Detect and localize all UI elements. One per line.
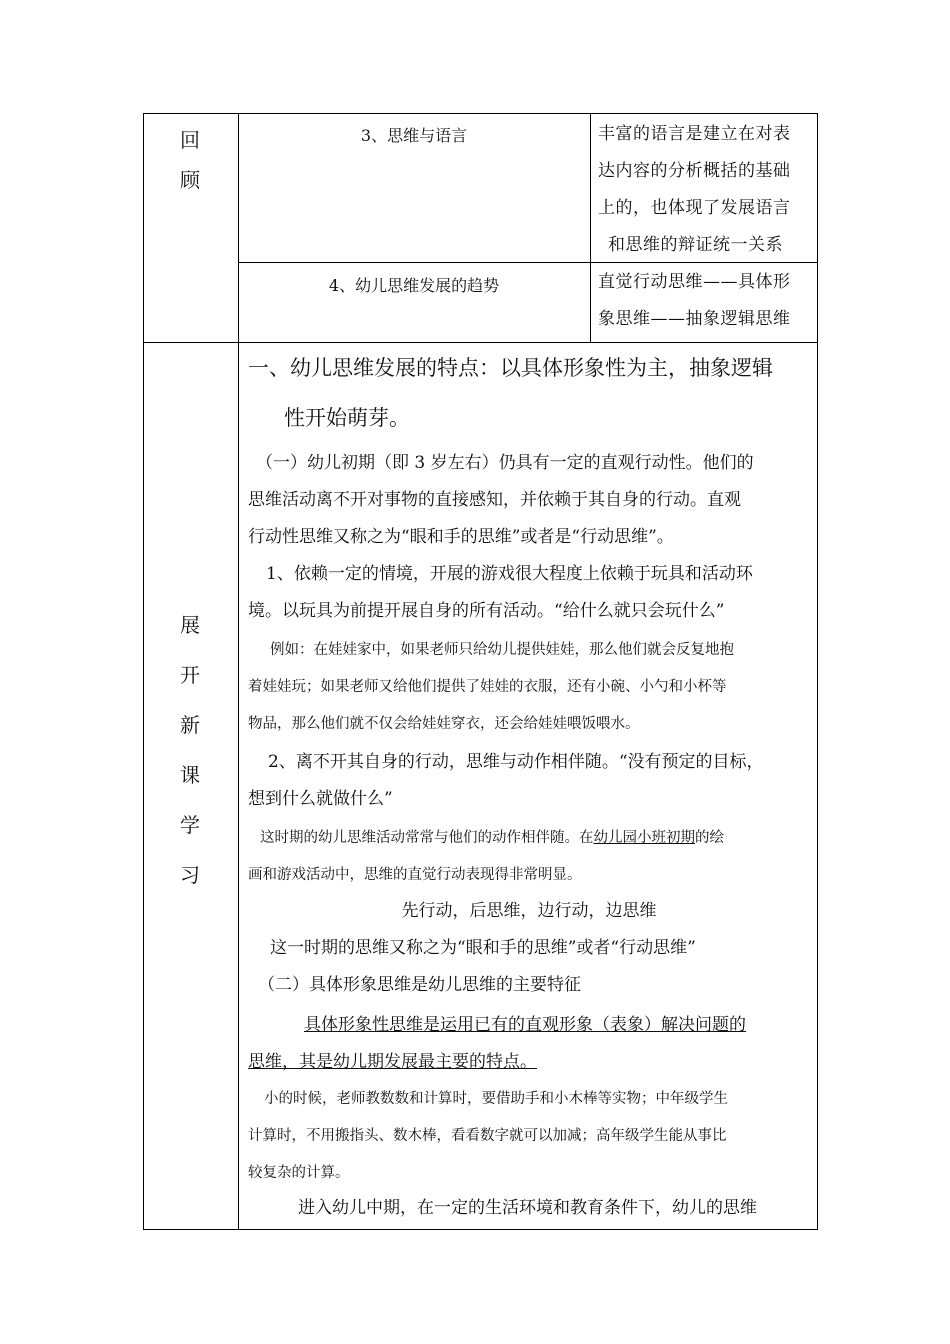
note-line: 直觉行动思维——具体形 bbox=[598, 272, 791, 292]
review-label-char: 回 bbox=[180, 128, 200, 152]
example-line: 物品，那么他们就不仅会给娃娃穿衣，还会给娃娃喂饭喂水。 bbox=[248, 716, 640, 732]
underlined-term: 幼儿园小班初期 bbox=[593, 830, 695, 846]
paragraph-line: 2、离不开其自身的行动，思维与动作相伴随。“没有预定的目标， bbox=[268, 752, 764, 772]
lesson-label-char: 新 bbox=[180, 713, 200, 737]
underlined-definition: 思维，其是幼儿期发展最主要的特点。 bbox=[248, 1052, 537, 1072]
paragraph-point-2 bbox=[248, 744, 810, 818]
review-topic-1: 3、思维与语言 bbox=[360, 126, 468, 145]
paragraph-stage-name: 这一时期的思维又称之为“眼和手的思维”或者“行动思维” bbox=[270, 938, 696, 958]
example-text: 的绘 bbox=[695, 830, 724, 846]
note-line: 达内容的分析概括的基础 bbox=[598, 161, 791, 181]
heading-line: 一、幼儿思维发展的特点：以具体形象性为主，抽象逻辑 bbox=[248, 356, 773, 380]
underlined-definition: 具体形象性思维是运用已有的直观形象（表象）解决问题的 bbox=[304, 1015, 746, 1035]
definition-line bbox=[248, 1007, 810, 1044]
subsection-heading-2: （二）具体形象思维是幼儿思维的主要特征 bbox=[258, 975, 581, 995]
note-line: 和思维的辩证统一关系 bbox=[608, 235, 783, 255]
section-heading bbox=[248, 343, 810, 443]
note-line: 上的，也体现了发展语言 bbox=[598, 198, 791, 218]
example-line: 例如：在娃娃家中，如果老师只给幼儿提供娃娃，那么他们就会反复地抱 bbox=[270, 642, 734, 658]
note-line: 丰富的语言是建立在对表 bbox=[598, 124, 791, 144]
heading-line: 性开始萌芽。 bbox=[284, 406, 410, 430]
example-1 bbox=[248, 632, 810, 743]
paragraph-line: （一）幼儿初期（即 3 岁左右）仍具有一定的直观行动性。他们的 bbox=[256, 453, 754, 473]
paragraph-line: 思维活动离不开对事物的直接感知，并依赖于其自身的行动。直观 bbox=[248, 490, 741, 510]
center-slogan: 先行动，后思维，边行动，边思维 bbox=[401, 901, 657, 921]
paragraph-line: 行动性思维又称之为“眼和手的思维”或者是“行动思维”。 bbox=[248, 527, 674, 547]
note-line: 象思维——抽象逻辑思维 bbox=[598, 309, 791, 329]
example-3 bbox=[248, 1081, 810, 1192]
example-line: 画和游戏活动中，思维的直觉行动表现得非常明显。 bbox=[248, 867, 582, 883]
example-2 bbox=[248, 820, 810, 894]
lesson-label-char: 习 bbox=[180, 863, 200, 887]
review-label-char: 顾 bbox=[180, 168, 200, 192]
paragraph-middle-stage: 进入幼儿中期，在一定的生活环境和教育条件下，幼儿的思维 bbox=[298, 1198, 757, 1218]
review-label bbox=[143, 124, 237, 193]
paragraph-line: 想到什么就做什么” bbox=[248, 789, 393, 809]
definition bbox=[248, 1007, 810, 1081]
example-text: 这时期的幼儿思维活动常常与他们的动作相伴随。在 bbox=[260, 830, 594, 846]
paragraph-line: 1、依赖一定的情境，开展的游戏很大程度上依赖于玩具和活动环 bbox=[266, 564, 753, 584]
lesson-label-char: 学 bbox=[180, 813, 200, 837]
review-note-1 bbox=[598, 116, 813, 264]
column-divider-review bbox=[590, 113, 591, 342]
example-line: 较复杂的计算。 bbox=[248, 1165, 350, 1181]
example-line bbox=[248, 820, 810, 857]
review-topic-2: 4、幼儿思维发展的趋势 bbox=[328, 276, 500, 295]
example-line: 计算时，不用搬指头、数木棒，看看数字就可以加减；高年级学生能从事比 bbox=[248, 1128, 727, 1144]
lesson-label bbox=[143, 600, 237, 900]
definition-line bbox=[248, 1044, 810, 1081]
review-note-2 bbox=[598, 264, 813, 338]
paragraph-early-stage bbox=[248, 445, 810, 556]
lesson-label-char: 课 bbox=[180, 763, 200, 787]
paragraph-point-1 bbox=[248, 556, 810, 630]
paragraph-line: 境。以玩具为前提开展自身的所有活动。“给什么就只会玩什么” bbox=[248, 601, 725, 621]
lesson-label-char: 展 bbox=[180, 613, 200, 637]
example-line: 着娃娃玩；如果老师又给他们提供了娃娃的衣服，还有小碗、小勺和小杯等 bbox=[248, 679, 727, 695]
example-line: 小的时候，老师教数数和计算时，要借助手和小木棒等实物；中年级学生 bbox=[264, 1091, 728, 1107]
lesson-label-char: 开 bbox=[180, 663, 200, 687]
